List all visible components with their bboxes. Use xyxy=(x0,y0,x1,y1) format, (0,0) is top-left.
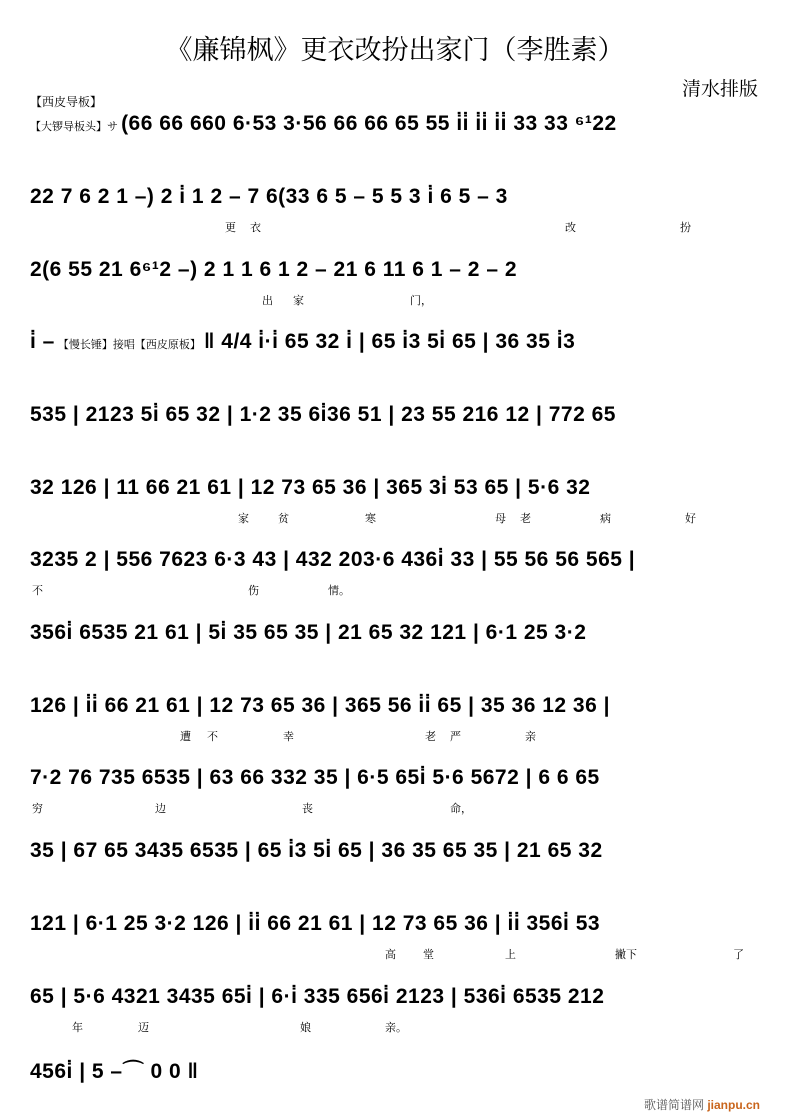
lyrics-line xyxy=(30,510,772,528)
notation-line xyxy=(30,621,586,645)
lyric-syllable: 衣 xyxy=(250,222,261,234)
lyric-syllable: 年 xyxy=(72,1022,83,1034)
lyrics-line xyxy=(30,292,772,310)
lyric-syllable: 亲。 xyxy=(385,1022,407,1034)
notes: i̇ – xyxy=(30,330,55,353)
lyric-syllable: 老 xyxy=(425,731,436,743)
score-row xyxy=(30,403,772,463)
notation-line xyxy=(30,548,635,572)
lyrics-line xyxy=(30,655,772,673)
notation-line xyxy=(30,330,575,354)
notes: 7·2 76 735 6535 | 63 66 332 35 | 6·5 65i̇ 5·6 5672 | 6 6 65 xyxy=(30,766,600,789)
lyrics-line xyxy=(30,728,772,746)
watermark xyxy=(644,1096,760,1113)
score-row xyxy=(30,330,772,390)
lyrics-line xyxy=(30,1019,772,1037)
lyrics-line xyxy=(30,219,772,237)
notes: 35 | 67 65 3435 6535 | 65 i̇3 5i̇ 65 | 36 35 65 35 | 21 65 32 xyxy=(30,839,603,862)
lyric-syllable: 贫 xyxy=(278,513,289,525)
notes: 121 | 6·1 25 3·2 126 | i̇i̇ 66 21 61 | 12 73 65 36 | i̇i̇ 356i̇ 53 xyxy=(30,912,601,935)
notes: 32 126 | 11 66 21 61 | 12 73 65 36 | 365 3i̇ 53 65 | 5·6 32 xyxy=(30,476,591,499)
lyric-syllable: 亲 xyxy=(525,731,536,743)
lyrics-line xyxy=(30,437,772,455)
lyrics-line xyxy=(30,873,772,891)
lyric-syllable: 命， xyxy=(450,803,472,815)
score-row xyxy=(30,694,772,754)
lyric-syllable: 撇下 xyxy=(615,949,637,961)
lyric-syllable: 不 xyxy=(207,731,218,743)
notation-line xyxy=(30,694,610,718)
lyrics-line xyxy=(30,946,772,964)
notation-line xyxy=(30,476,590,500)
notes: 3235 2 | 556 7623 6·3 43 | 432 203·6 436i̇ 33 | 55 56 56 565 | xyxy=(30,548,636,571)
lyric-syllable: 不 xyxy=(32,585,43,597)
lyric-syllable: 了 xyxy=(733,949,744,961)
notation-line xyxy=(30,985,604,1009)
notes: 126 | i̇i̇ 66 21 61 | 12 73 65 36 | 365 56 i̇i̇ 65 | 35 36 12 36 | xyxy=(30,694,610,717)
lyric-syllable: 扮 xyxy=(680,222,691,234)
lyric-syllable: 更 xyxy=(225,222,236,234)
lyric-syllable: 家 xyxy=(293,295,304,307)
page-title: 《廉锦枫》更衣改扮出家门（李胜素） xyxy=(165,35,625,65)
lyric-syllable: 病 xyxy=(600,513,611,525)
watermark-site: 歌谱简谱网 xyxy=(643,1098,704,1112)
arranger-credit: 清水排版 xyxy=(681,79,758,100)
mode-label: 【西皮导板】 xyxy=(30,95,103,109)
score-row xyxy=(30,912,772,972)
lyric-syllable: 老 xyxy=(520,513,531,525)
score-row xyxy=(30,548,772,608)
notation-line xyxy=(30,766,600,790)
lyrics-line xyxy=(30,582,772,600)
notes: 2(6 55 21 6⁶¹2 –) 2 1 1 6 1 2 – 21 6 11 6 1 – 2 – 2 xyxy=(30,258,518,281)
notes: (66 66 660 6·53 3·56 66 66 65 55 i̇i̇ i̇i̇ i̇i̇ 33 33 ⁶¹22 xyxy=(121,112,617,135)
notes: 356i̇ 6535 21 61 | 5i̇ 35 65 35 | 21 65 32 121 | 6·1 25 3·2 xyxy=(30,621,587,644)
lyrics-line xyxy=(30,146,772,164)
notes: 22 7 6 2 1 –) 2 i̇ 1 2 – 7 6(33 6 5 – 5 5 3 i̇ 6 5 – 3 xyxy=(30,185,508,208)
notation-line xyxy=(30,403,616,427)
score-row xyxy=(30,766,772,826)
lyric-syllable: 家 xyxy=(238,513,249,525)
lyric-syllable: 改 xyxy=(565,222,576,234)
lyric-syllable: 高 xyxy=(385,949,396,961)
lyric-syllable: 情。 xyxy=(328,585,350,597)
lyric-syllable: 严 xyxy=(450,731,461,743)
tempo-instruction: 【慢长锤】接唱【西皮原板】 xyxy=(54,339,204,351)
score-row xyxy=(30,839,772,899)
lyric-syllable: 边 xyxy=(155,803,166,815)
score-row xyxy=(30,112,772,172)
notation-line xyxy=(30,839,603,863)
lyric-syllable: 母 xyxy=(495,513,506,525)
notation-line xyxy=(30,912,600,936)
score-row xyxy=(30,185,772,245)
lyric-syllable: 迈 xyxy=(138,1022,149,1034)
score-row xyxy=(30,476,772,536)
lyric-syllable: 幸 xyxy=(283,731,294,743)
watermark-domain: jianpu.cn xyxy=(707,1098,760,1112)
lyrics-line xyxy=(30,364,772,382)
lyric-syllable: 穷 xyxy=(32,803,43,815)
lyric-syllable: 出 xyxy=(262,295,273,307)
lyric-syllable: 好 xyxy=(685,513,696,525)
notes: 65 | 5·6 4321 3435 65i̇ | 6·i̇ 335 656i̇ 2123 | 536i̇ 6535 212 xyxy=(30,985,605,1008)
notes: 535 | 2123 5i̇ 65 32 | 1·2 35 6i̇36 51 | 23 55 216 12 | 772 65 xyxy=(30,403,616,426)
score-row xyxy=(30,258,772,318)
lyric-syllable: 上 xyxy=(505,949,516,961)
notation-line xyxy=(30,112,617,136)
lyrics-line xyxy=(30,800,772,818)
lyric-syllable: 堂 xyxy=(423,949,434,961)
lyric-syllable: 遭 xyxy=(180,731,191,743)
notation-line xyxy=(30,258,517,282)
lyric-syllable: 伤 xyxy=(248,585,259,597)
notes: 456i̇ | 5 –⌒ 0 0 ‖ xyxy=(30,1060,199,1083)
intro-label: 【大锣导板头】サ xyxy=(30,121,122,133)
notes: ‖ 4/4 i̇·i̇ 65 32 i̇ | 65 i̇3 5i̇ 65 | 36 35 i̇3 xyxy=(203,330,576,353)
score-row xyxy=(30,985,772,1045)
lyric-syllable: 门， xyxy=(410,295,432,307)
score-row xyxy=(30,621,772,681)
lyric-syllable: 丧 xyxy=(302,803,313,815)
notation-line xyxy=(30,185,508,209)
notation-line xyxy=(30,1055,198,1085)
lyric-syllable: 娘 xyxy=(300,1022,311,1034)
lyric-syllable: 寒 xyxy=(365,513,376,525)
